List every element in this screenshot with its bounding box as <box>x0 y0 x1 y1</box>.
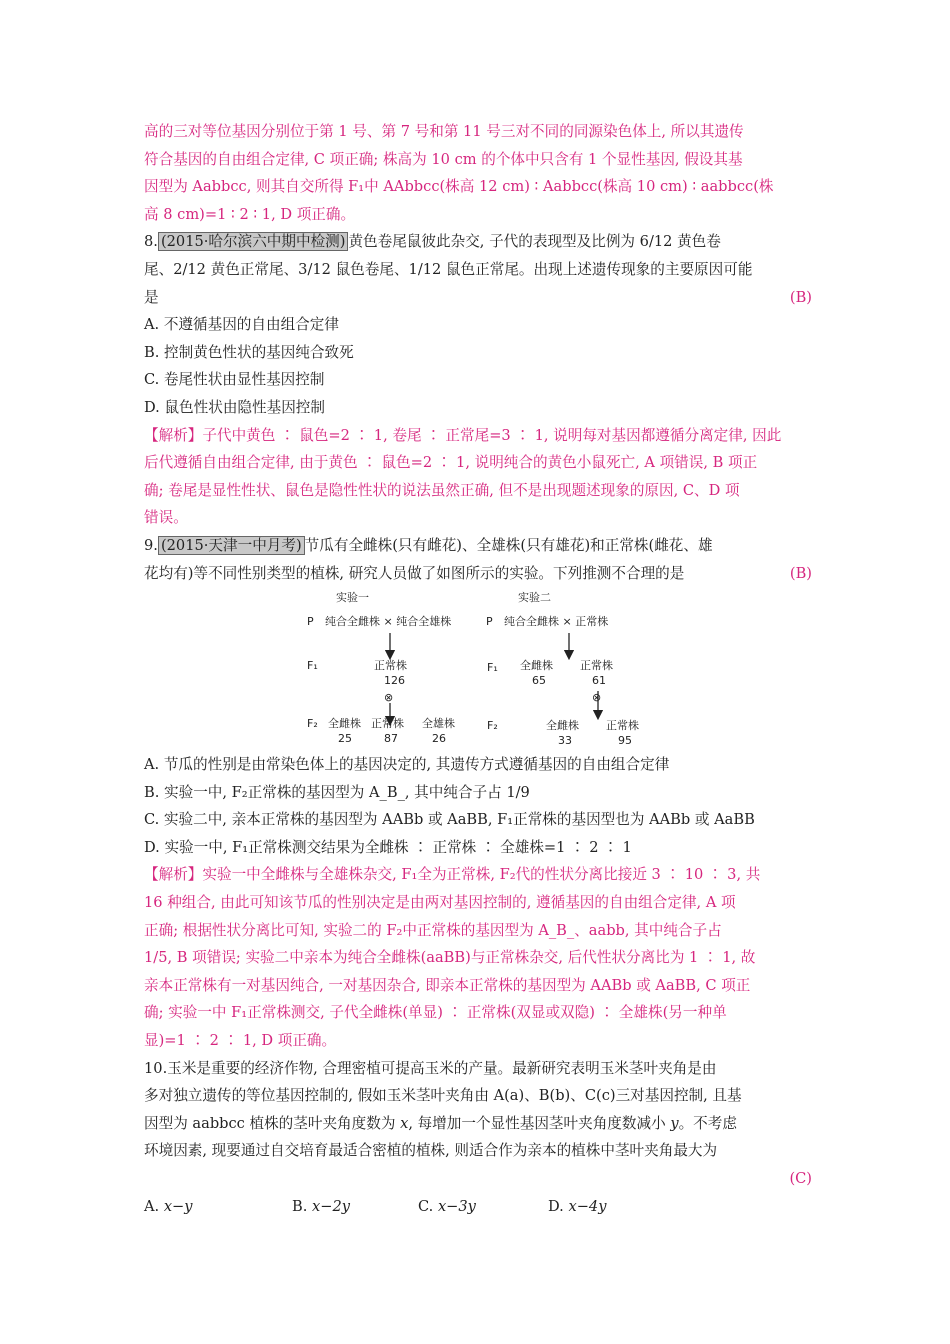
stem-text: , 每增加一个显性基因茎叶夹角度数减小 <box>408 1114 671 1132</box>
stem-text: 黄色卷尾鼠彼此杂交, 子代的表现型及比例为 6/12 黄色卷 <box>348 233 721 251</box>
stem-text: 因型为 aabbcc 植株的茎叶夹角度数为 <box>144 1114 401 1132</box>
source-tag: (2015·哈尔滨六中期中检测) <box>158 232 349 251</box>
exp2-f2-1: 正常株 <box>606 719 639 733</box>
question-9-stem-line <box>144 532 812 560</box>
question-number: 9. <box>144 536 158 554</box>
analysis-line: 1/5, B 项错误; 实验二中亲本为纯合全雌株(aaBB)与正常株杂交, 后代性状分离比为 1 ∶ 1, 故 <box>144 949 756 967</box>
option-expr: x−2y <box>312 1197 351 1215</box>
exp1-f2-label: F₂ <box>307 717 318 731</box>
question-8-stem-line: 尾、2/12 黄色正常尾、3/12 鼠色卷尾、1/12 鼠色正常尾。出现上述遗传现象的主要原因可能 <box>144 260 753 278</box>
answer-label: (C) <box>789 1170 812 1187</box>
exp2-p-cross: 纯合全雌株 × 正常株 <box>504 615 609 629</box>
exp2-f2-count-0: 33 <box>558 734 572 748</box>
option-d: D. 鼠色性状由隐性基因控制 <box>144 398 325 416</box>
question-8-stem-line <box>144 284 812 312</box>
analysis-line: 后代遵循自由组合定律, 由于黄色 ∶ 鼠色=2 ∶ 1, 说明纯合的黄色小鼠死亡, A 项错误, B 项正 <box>144 454 758 472</box>
question-10-stem-line: 环境因素, 现要通过自交培育最适合密植的植株, 则适合作为亲本的植株中茎叶夹角最大为 <box>144 1142 718 1160</box>
selfing-icon: ⊗ <box>384 691 394 705</box>
exp2-f1-count-0: 65 <box>532 674 546 688</box>
analysis-line: 亲本正常株有一对基因纯合, 一对基因杂合, 即亲本正常株的基因型为 AABb 或 AaBB, C 项正 <box>144 976 751 994</box>
analysis-line: 【解析】子代中黄色 ∶ 鼠色=2 ∶ 1, 卷尾 ∶ 正常尾=3 ∶ 1, 说明每对基因都遵循分离定律, 因此 <box>144 426 782 444</box>
option-expr: x−y <box>163 1197 193 1215</box>
exp2-f2-label: F₂ <box>487 719 498 733</box>
exp1-f1-label: F₁ <box>307 659 318 673</box>
stem-text: 是 <box>144 288 159 306</box>
question-10-options <box>144 1193 812 1221</box>
exp1-f2-count-2: 26 <box>432 732 446 746</box>
option-b: B. 实验一中, F₂正常株的基因型为 A_B_, 其中纯合子占 1/9 <box>144 783 530 801</box>
cross-experiment-figure <box>144 589 812 749</box>
question-number: 8. <box>144 233 158 251</box>
option-a <box>144 1193 193 1221</box>
option-d <box>548 1193 606 1221</box>
exp2-f1-1: 正常株 <box>580 659 613 673</box>
option-c <box>418 1193 476 1221</box>
option-label: B. <box>292 1197 313 1215</box>
analysis-line: 高 8 cm)=1 ∶ 2 ∶ 1, D 项正确。 <box>144 205 356 223</box>
selfing-icon: ⊗ <box>592 691 602 705</box>
analysis-line: 显)=1 ∶ 2 ∶ 1, D 项正确。 <box>144 1032 337 1050</box>
analysis-line: 16 种组合, 由此可知该节瓜的性别决定是由两对基因控制的, 遵循基因的自由组合定律, A 项 <box>144 894 736 912</box>
question-8-stem-line <box>144 228 812 256</box>
exp1-p-label: P <box>307 615 314 629</box>
question-10-answer-line <box>144 1165 812 1193</box>
option-label: D. <box>548 1197 569 1215</box>
exp1-title: 实验一 <box>336 591 369 605</box>
option-d: D. 实验一中, F₁正常株测交结果为全雌株 ∶ 正常株 ∶ 全雄株=1 ∶ 2 ∶ 1 <box>144 838 632 856</box>
question-10-stem-line <box>144 1055 812 1083</box>
exp1-f2-0: 全雌株 <box>328 717 361 731</box>
option-a: A. 不遵循基因的自由组合定律 <box>144 316 339 334</box>
exp2-f2-count-1: 95 <box>618 734 632 748</box>
exp2-title: 实验二 <box>518 591 551 605</box>
option-label: C. <box>418 1197 438 1215</box>
analysis-line: 因型为 Aabbcc, 则其自交所得 F₁中 AAbbcc(株高 12 cm) ∶ Aabbcc(株高 10 cm) ∶ aabbcc(株 <box>144 178 774 196</box>
option-b: B. 控制黄色性状的基因纯合致死 <box>144 343 354 361</box>
question-number: 10. <box>144 1059 168 1077</box>
option-b <box>292 1193 350 1221</box>
document-page <box>144 118 812 1220</box>
source-tag: (2015·天津一中月考) <box>158 536 305 555</box>
question-9-stem-line <box>144 560 812 588</box>
cross-diagram <box>144 589 812 749</box>
exp2-f1-count-1: 61 <box>592 674 606 688</box>
analysis-line: 错误。 <box>144 509 188 527</box>
exp1-f1-count: 126 <box>384 674 405 688</box>
exp1-f2-2: 全雄株 <box>422 717 455 731</box>
stem-text: 。不考虑 <box>678 1114 737 1132</box>
question-10-stem-line: 多对独立遗传的等位基因控制的, 假如玉米茎叶夹角由 A(a)、B(b)、C(c)三对基因控制, 且基 <box>144 1087 742 1105</box>
analysis-line: 【解析】实验一中全雌株与全雄株杂交, F₁全为正常株, F₂代的性状分离比接近 3 ∶ 10 ∶ 3, 共 <box>144 866 761 884</box>
analysis-line: 正确; 根据性状分离比可知, 实验二的 F₂中正常株的基因型为 A_B_、aabb, 其中纯合子占 <box>144 921 722 939</box>
exp2-f1-0: 全雌株 <box>520 659 553 673</box>
variable-y: y <box>670 1114 679 1132</box>
option-a: A. 节瓜的性别是由常染色体上的基因决定的, 其遗传方式遵循基因的自由组合定律 <box>144 756 670 774</box>
answer-label: (B) <box>789 288 812 306</box>
exp2-f1-label: F₁ <box>487 661 498 675</box>
analysis-line: 符合基因的自由组合定律, C 项正确; 株高为 10 cm 的个体中只含有 1 个显性基因, 假设其基 <box>144 150 743 168</box>
exp1-p-cross: 纯合全雌株 × 纯合全雄株 <box>325 615 452 629</box>
stem-text: 花均有)等不同性别类型的植株, 研究人员做了如图所示的实验。下列推测不合理的是 <box>144 564 685 582</box>
option-expr: x−3y <box>437 1197 476 1215</box>
analysis-line: 确; 卷尾是显性性状、鼠色是隐性性状的说法虽然正确, 但不是出现题述现象的原因, C、D 项 <box>144 481 740 499</box>
answer-label: (B) <box>789 564 812 582</box>
exp2-p-label: P <box>486 615 493 629</box>
analysis-line: 高的三对等位基因分别位于第 1 号、第 7 号和第 11 号三对不同的同源染色体上, 所以其遗传 <box>144 123 744 140</box>
stem-text: 玉米是重要的经济作物, 合理密植可提高玉米的产量。最新研究表明玉米茎叶夹角是由 <box>167 1059 717 1077</box>
option-c: C. 实验二中, 亲本正常株的基因型为 AABb 或 AaBB, F₁正常株的基因型也为 AABb 或 AaBB <box>144 811 755 829</box>
question-10-stem-line <box>144 1110 812 1138</box>
option-label: A. <box>144 1197 164 1215</box>
exp1-f2-count-0: 25 <box>338 732 352 746</box>
variable-x: x <box>400 1114 409 1132</box>
exp1-f2-count-1: 87 <box>384 732 398 746</box>
option-c: C. 卷尾性状由显性基因控制 <box>144 371 325 389</box>
exp1-f1: 正常株 <box>374 659 407 673</box>
stem-text: 节瓜有全雌株(只有雌花)、全雄株(只有雄花)和正常株(雌花、雄 <box>304 536 713 554</box>
analysis-line: 确; 实验一中 F₁正常株测交, 子代全雌株(单显) ∶ 正常株(双显或双隐) ∶ 全雄株(另一种单 <box>144 1004 727 1022</box>
exp1-f2-1: 正常株 <box>371 717 404 731</box>
exp2-f2-0: 全雌株 <box>546 719 579 733</box>
option-expr: x−4y <box>568 1197 607 1215</box>
